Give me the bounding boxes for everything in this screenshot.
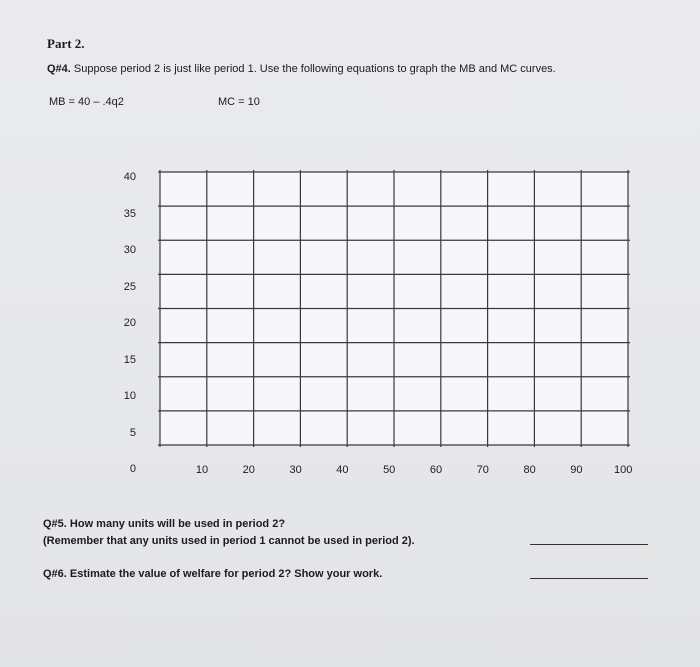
- q4-text: Suppose period 2 is just like period 1. Use the following equations to graph the MB and MC curves.: [70, 63, 556, 75]
- x-tick-label: 40: [336, 464, 349, 476]
- y-tick-label: 5: [129, 426, 136, 439]
- x-tick-label: 60: [429, 464, 443, 476]
- y-tick-label: 10: [123, 390, 136, 403]
- q4-label: Q#4.: [47, 63, 71, 75]
- x-tick-label: 10: [195, 464, 209, 476]
- q6-answer-line[interactable]: [530, 578, 648, 579]
- y-tick-label: 35: [123, 207, 136, 220]
- question-5-note: (Remember that any units used in period 1 cannot be used in period 2).: [43, 535, 415, 547]
- mc-equation: MC = 10: [218, 96, 260, 108]
- x-tick-label: 100: [614, 464, 633, 476]
- part-title: Part 2.: [47, 36, 85, 51]
- mb-equation: MB = 40 – .4q2: [49, 96, 124, 108]
- y-tick-label: 20: [123, 317, 136, 330]
- x-tick-label: 70: [476, 464, 489, 476]
- y-tick-label: 40: [123, 171, 136, 183]
- question-5: Q#5. How many units will be used in period 2?: [43, 518, 286, 530]
- x-tick-label: 90: [570, 464, 583, 476]
- y-tick-label: 25: [123, 280, 136, 293]
- y-tick-label: 15: [123, 353, 136, 366]
- question-6: Q#6. Estimate the value of welfare for period 2? Show your work.: [43, 568, 383, 580]
- x-tick-label: 80: [523, 464, 536, 476]
- x-tick-label: 30: [289, 464, 302, 476]
- q5-answer-line[interactable]: [530, 544, 648, 545]
- x-tick-label: 20: [242, 464, 255, 476]
- y-tick-label: 0: [129, 463, 136, 476]
- x-tick-label: 50: [383, 464, 396, 476]
- y-tick-label: 30: [123, 244, 136, 257]
